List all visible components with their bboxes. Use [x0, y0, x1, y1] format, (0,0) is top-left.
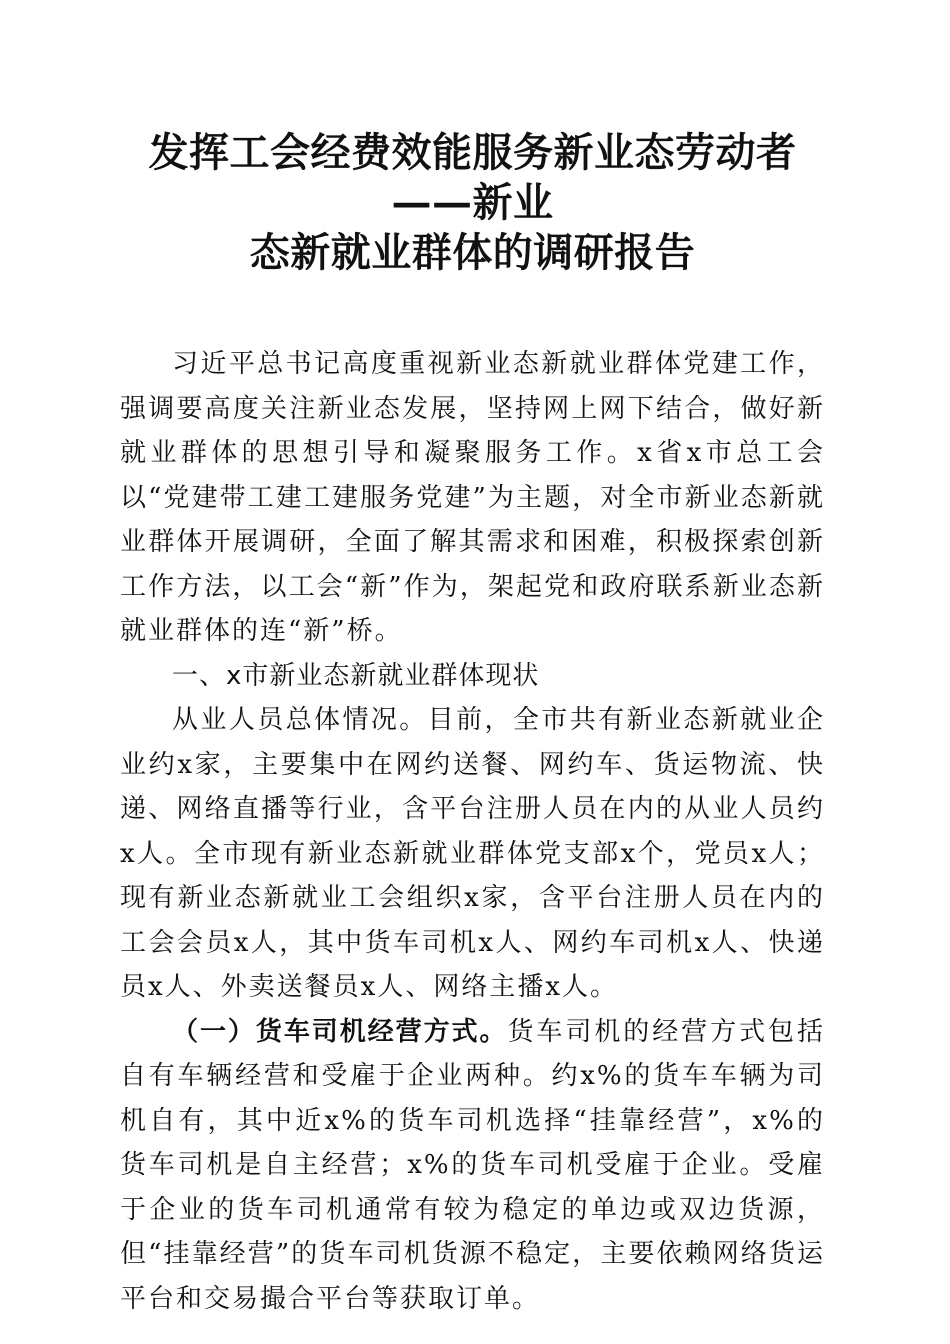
document-title	[120, 128, 825, 278]
document-page	[120, 128, 825, 1321]
section-1-paragraph: 从业人员总体情况。目前，全市共有新业态新就业企业约x家，主要集中在网约送餐、网约车、货运物流、快递、网络直播等行业，含平台注册人员在内的从业人员约x人。全市现有新业态新就业群体党支部x个，党员x人；现有新业态新就业工会组织x家，含平台注册人员在内的工会会员x人，其中货车司机x人、网约车司机x人、快递员x人、外卖送餐员x人、网络主播x人。	[120, 705, 825, 1002]
title-line-1: 发挥工会经费效能服务新业态劳动者——新业	[148, 129, 797, 226]
subsection-1-paragraph	[120, 1010, 825, 1322]
subsection-1-body: 货车司机的经营方式包括自有车辆经营和受雇于企业两种。约x%的货车车辆为司机自有，其中近x%的货车司机选择“挂靠经营”，x%的货车司机是自主经营；x%的货车司机受雇于企业。受雇于企业的货车司机通常有较为稳定的单边或双边货源，但“挂靠经营”的货车司机货源不稳定，主要依赖网络货运平台和交易撮合平台等获取订单。	[120, 1016, 825, 1314]
section-1-heading: 一、x市新业态新就业群体现状	[172, 660, 540, 691]
subsection-1-heading: （一）货车司机经营方式。	[172, 1016, 508, 1047]
intro-paragraph: 习近平总书记高度重视新业态新就业群体党建工作，强调要高度关注新业态发展，坚持网上网下结合，做好新就业群体的思想引导和凝聚服务工作。x省x市总工会以“党建带工建工建服务党建”为主题，对全市新业态新就业群体开展调研，全面了解其需求和困难，积极探索创新工作方法，以工会“新”作为，架起党和政府联系新业态新就业群体的连“新”桥。	[120, 349, 825, 646]
title-line-2: 态新就业群体的调研报告	[249, 229, 696, 276]
